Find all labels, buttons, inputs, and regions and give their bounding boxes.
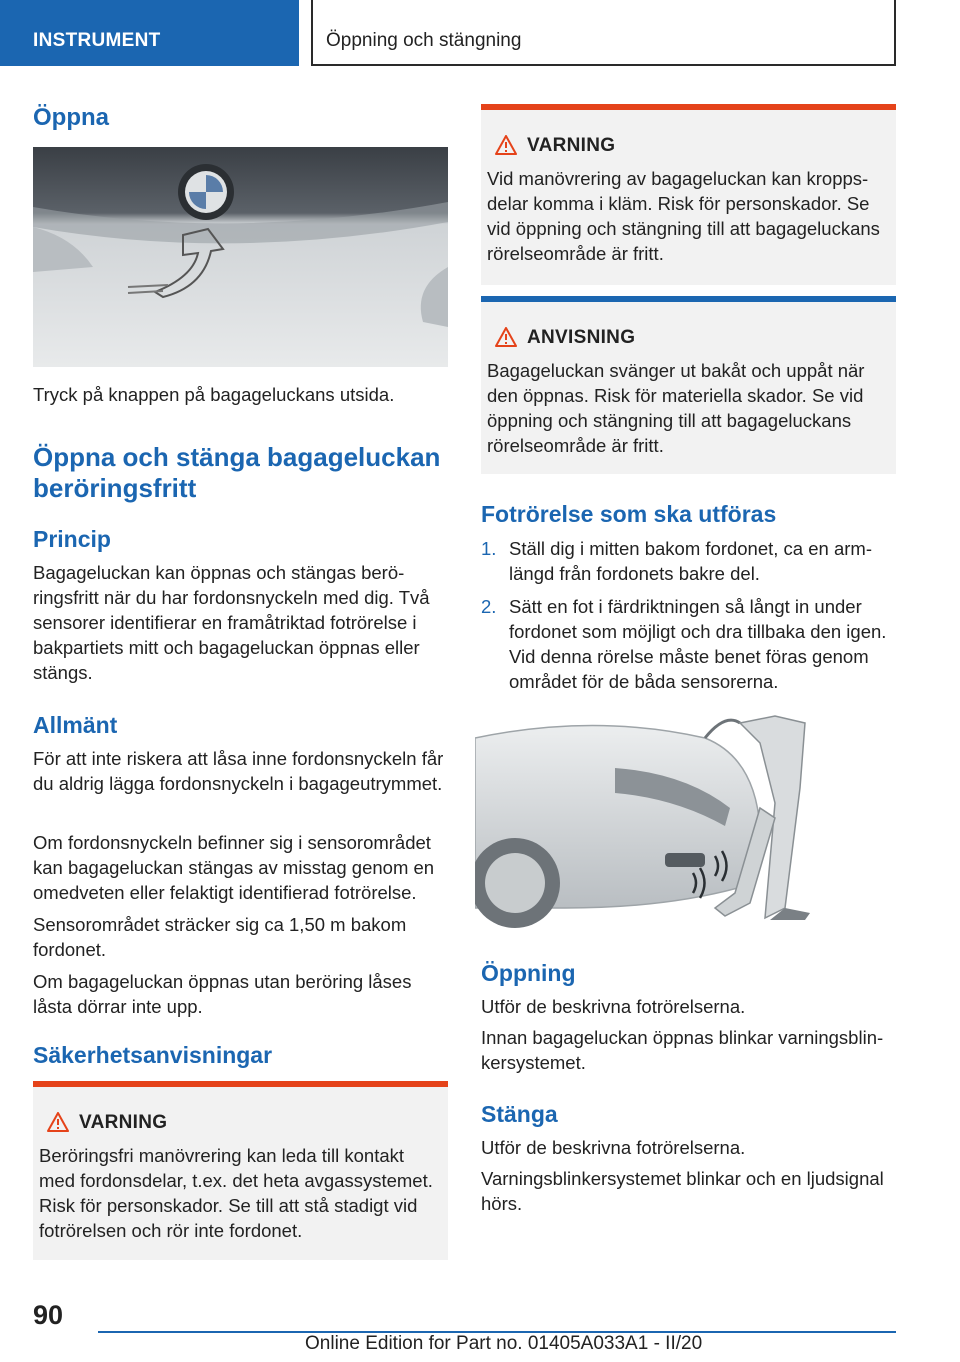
steps-list [481,536,896,702]
chapter-tab [311,0,896,66]
page-number: 90 [33,1300,64,1330]
heading-allmant: Allmänt [33,712,118,738]
allmant-p1: För att inte riskera att låsa inne fordonsnyckeln får du aldrig lägga fordonsnyckeln i bagageutrymmet. [33,748,444,794]
heading-main [33,442,448,504]
section-label: INSTRUMENT [33,30,161,51]
list-item [481,594,896,694]
warning-box-left [33,1081,448,1260]
allmant-p4: Om bagageluckan öppnas utan beröring låses låsta dörrar inte upp. [33,971,412,1017]
figure-foot-gesture [475,708,830,930]
foot-gesture-illustration [475,708,830,930]
warning-triangle-icon [495,135,517,155]
notice-bar [481,296,896,302]
allmant-p3: Sensorområdet sträcker sig ca 1,50 m bakom fordonet. [33,914,407,960]
stanga-p2: Varningsblinkersystemet blinkar och en ljudsignal hörs. [481,1168,884,1214]
heading-oppning: Öppning [481,960,576,986]
heading-stanga: Stänga [481,1101,558,1127]
princip-text: Bagageluckan kan öppnas och stängas beröringsfritt när du har fordonsnyckeln med dig. Två sensorer identifierar en framåtriktad fotrörelse i bakpartiets mitt och bagageluckan öppnas eller stängs. [33,562,430,683]
step-number: 2. [481,596,497,617]
oppning-p2: Innan bagageluckan öppnas blinkar varningsblinkersystemet. [481,1027,884,1073]
step-text: Ställ dig i mitten bakom fordonet, ca en armlängd från fordonets bakre del. [509,538,872,584]
section-tab [0,0,299,66]
heading-sakerhet: Säkerhetsanvisningar [33,1042,273,1068]
stanga-p1: Utför de beskrivna fotrörelserna. [481,1137,746,1158]
step-number: 1. [481,538,497,559]
warning-bar [481,104,896,110]
step-text: Sätt en fot i färdriktningen så långt in under fordonet som möjligt och dra tillbaka den igen. Vid denna rörelse måste benet föras genom området för de båda sensorerna. [509,596,887,692]
allmant-p2: Om fordonsnyckeln befinner sig i sensorområdet kan bagageluckan stängas av misstag genom en omedveten eller felaktigt identifierad fotrörelse. [33,832,435,903]
oppning-p1: Utför de beskrivna fotrörelserna. [481,996,746,1017]
warning-title: VARNING [527,135,616,156]
warning-text: Vid manövrering av bagageluckan kan kroppsdelar komma i kläm. Risk för personskador. Se vid öppning och stängning till att bagageluckans rörelseområde är fritt. [487,168,880,264]
notice-box [481,296,896,474]
heading-princip: Princip [33,526,111,552]
warning-title: VARNING [79,1112,168,1133]
notice-text: Bagageluckan svänger ut bakåt och uppåt när den öppnas. Risk för materiella skador. Se vid öppning och stängning till att bagageluckans rörelseområde är fritt. [487,360,865,456]
footer-edition: Online Edition for Part no. 01405A033A1 - II/20 [305,1333,703,1354]
heading-oppna: Öppna [33,104,109,131]
warning-bar [33,1081,448,1087]
heading-fotrorelse: Fotrörelse som ska utföras [481,501,777,527]
notice-triangle-icon [495,327,517,347]
notice-title: ANVISNING [527,327,636,348]
chapter-label: Öppning och stängning [326,30,522,51]
heading-main-line1: Öppna och stänga bagageluckan [33,442,441,472]
warning-text: Beröringsfri manövrering kan leda till kontakt med fordonsdelar, t.ex. det heta avgassystemet. Risk för personskador. Se till att stå stadigt vid fotrörelsen och rör inte fordonet. [39,1145,433,1241]
heading-main-line2: beröringsfritt [33,473,197,503]
trunk-button-illustration [33,147,448,367]
figure-caption: Tryck på knappen på bagageluckans utsida. [33,384,395,405]
list-item [481,536,896,586]
warning-box-right [481,104,896,285]
figure-trunk-button [33,147,448,367]
warning-triangle-icon [47,1112,69,1132]
